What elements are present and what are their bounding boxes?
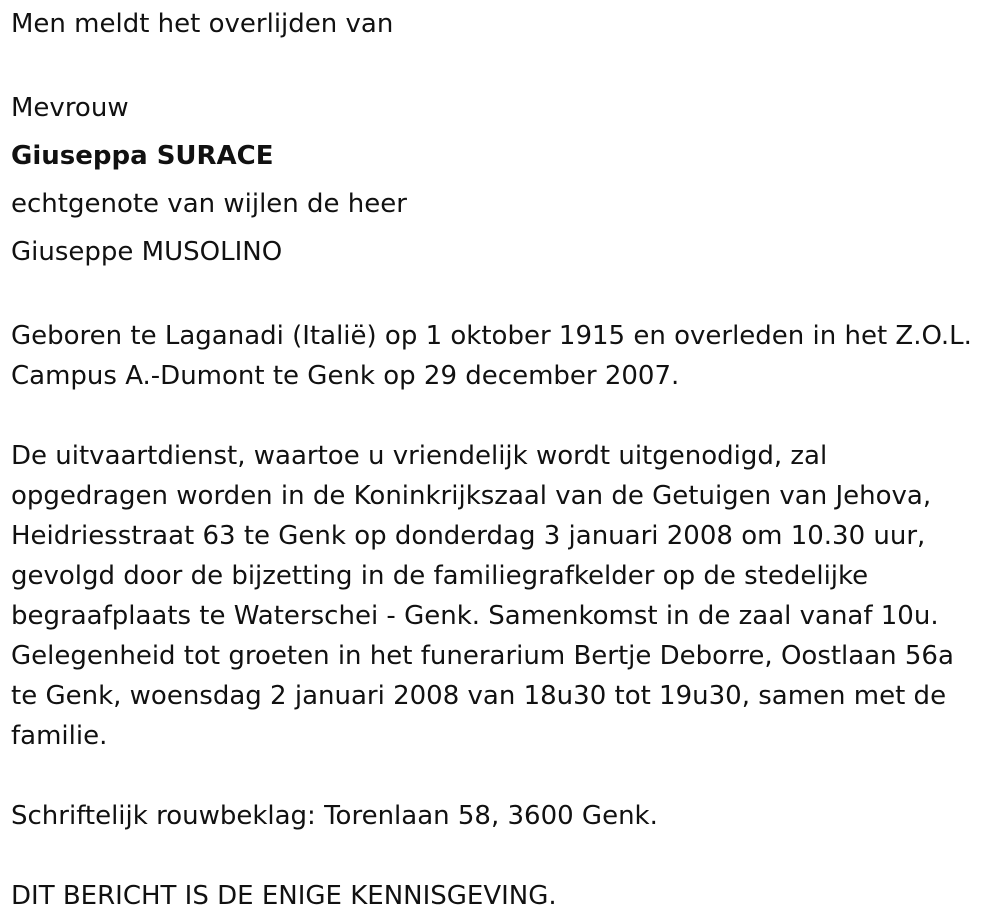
spacer bbox=[11, 44, 991, 84]
paragraph-line: De uitvaartdienst, waartoe u vriendelijk wordt uitgenodigd, zal bbox=[11, 441, 828, 471]
funeral-paragraph bbox=[11, 436, 991, 756]
closing-text: DIT BERICHT IS DE ENIGE KENNISGEVING. bbox=[11, 881, 557, 911]
paragraph-line: Heidriesstraat 63 te Genk op donderdag 3 januari 2008 om 10.30 uur, bbox=[11, 521, 926, 551]
paragraph-line: Geboren te Laganadi (Italië) op 1 oktober 1915 en overleden in het Z.O.L. bbox=[11, 321, 972, 351]
birth-death-paragraph bbox=[11, 316, 991, 396]
paragraph-line: Campus A.-Dumont te Genk op 29 december 2007. bbox=[11, 361, 680, 391]
title-text: Mevrouw bbox=[11, 93, 129, 123]
spacer bbox=[11, 756, 991, 796]
paragraph-line: begraafplaats te Waterschei - Genk. Samenkomst in de zaal vanaf 10u. bbox=[11, 601, 939, 631]
intro-text: Men meldt het overlijden van bbox=[11, 9, 394, 39]
deceased-name: Giuseppa SURACE bbox=[11, 141, 274, 171]
spouse-name: Giuseppe MUSOLINO bbox=[11, 237, 283, 267]
relation-text: echtgenote van wijlen de heer bbox=[11, 189, 407, 219]
spacer bbox=[11, 276, 991, 316]
condolences-text: Schriftelijk rouwbeklag: Torenlaan 58, 3600 Genk. bbox=[11, 801, 658, 831]
paragraph-line: gevolgd door de bijzetting in de familiegrafkelder op de stedelijke bbox=[11, 561, 869, 591]
paragraph-line: familie. bbox=[11, 721, 108, 751]
paragraph-line: te Genk, woensdag 2 januari 2008 van 18u30 tot 19u30, samen met de bbox=[11, 681, 947, 711]
paragraph-line: Gelegenheid tot groeten in het funerarium Bertje Deborre, Oostlaan 56a bbox=[11, 641, 954, 671]
spacer bbox=[11, 836, 991, 876]
paragraph-line: opgedragen worden in de Koninkrijkszaal van de Getuigen van Jehova, bbox=[11, 481, 932, 511]
spacer bbox=[11, 396, 991, 436]
death-notice bbox=[11, 4, 991, 916]
